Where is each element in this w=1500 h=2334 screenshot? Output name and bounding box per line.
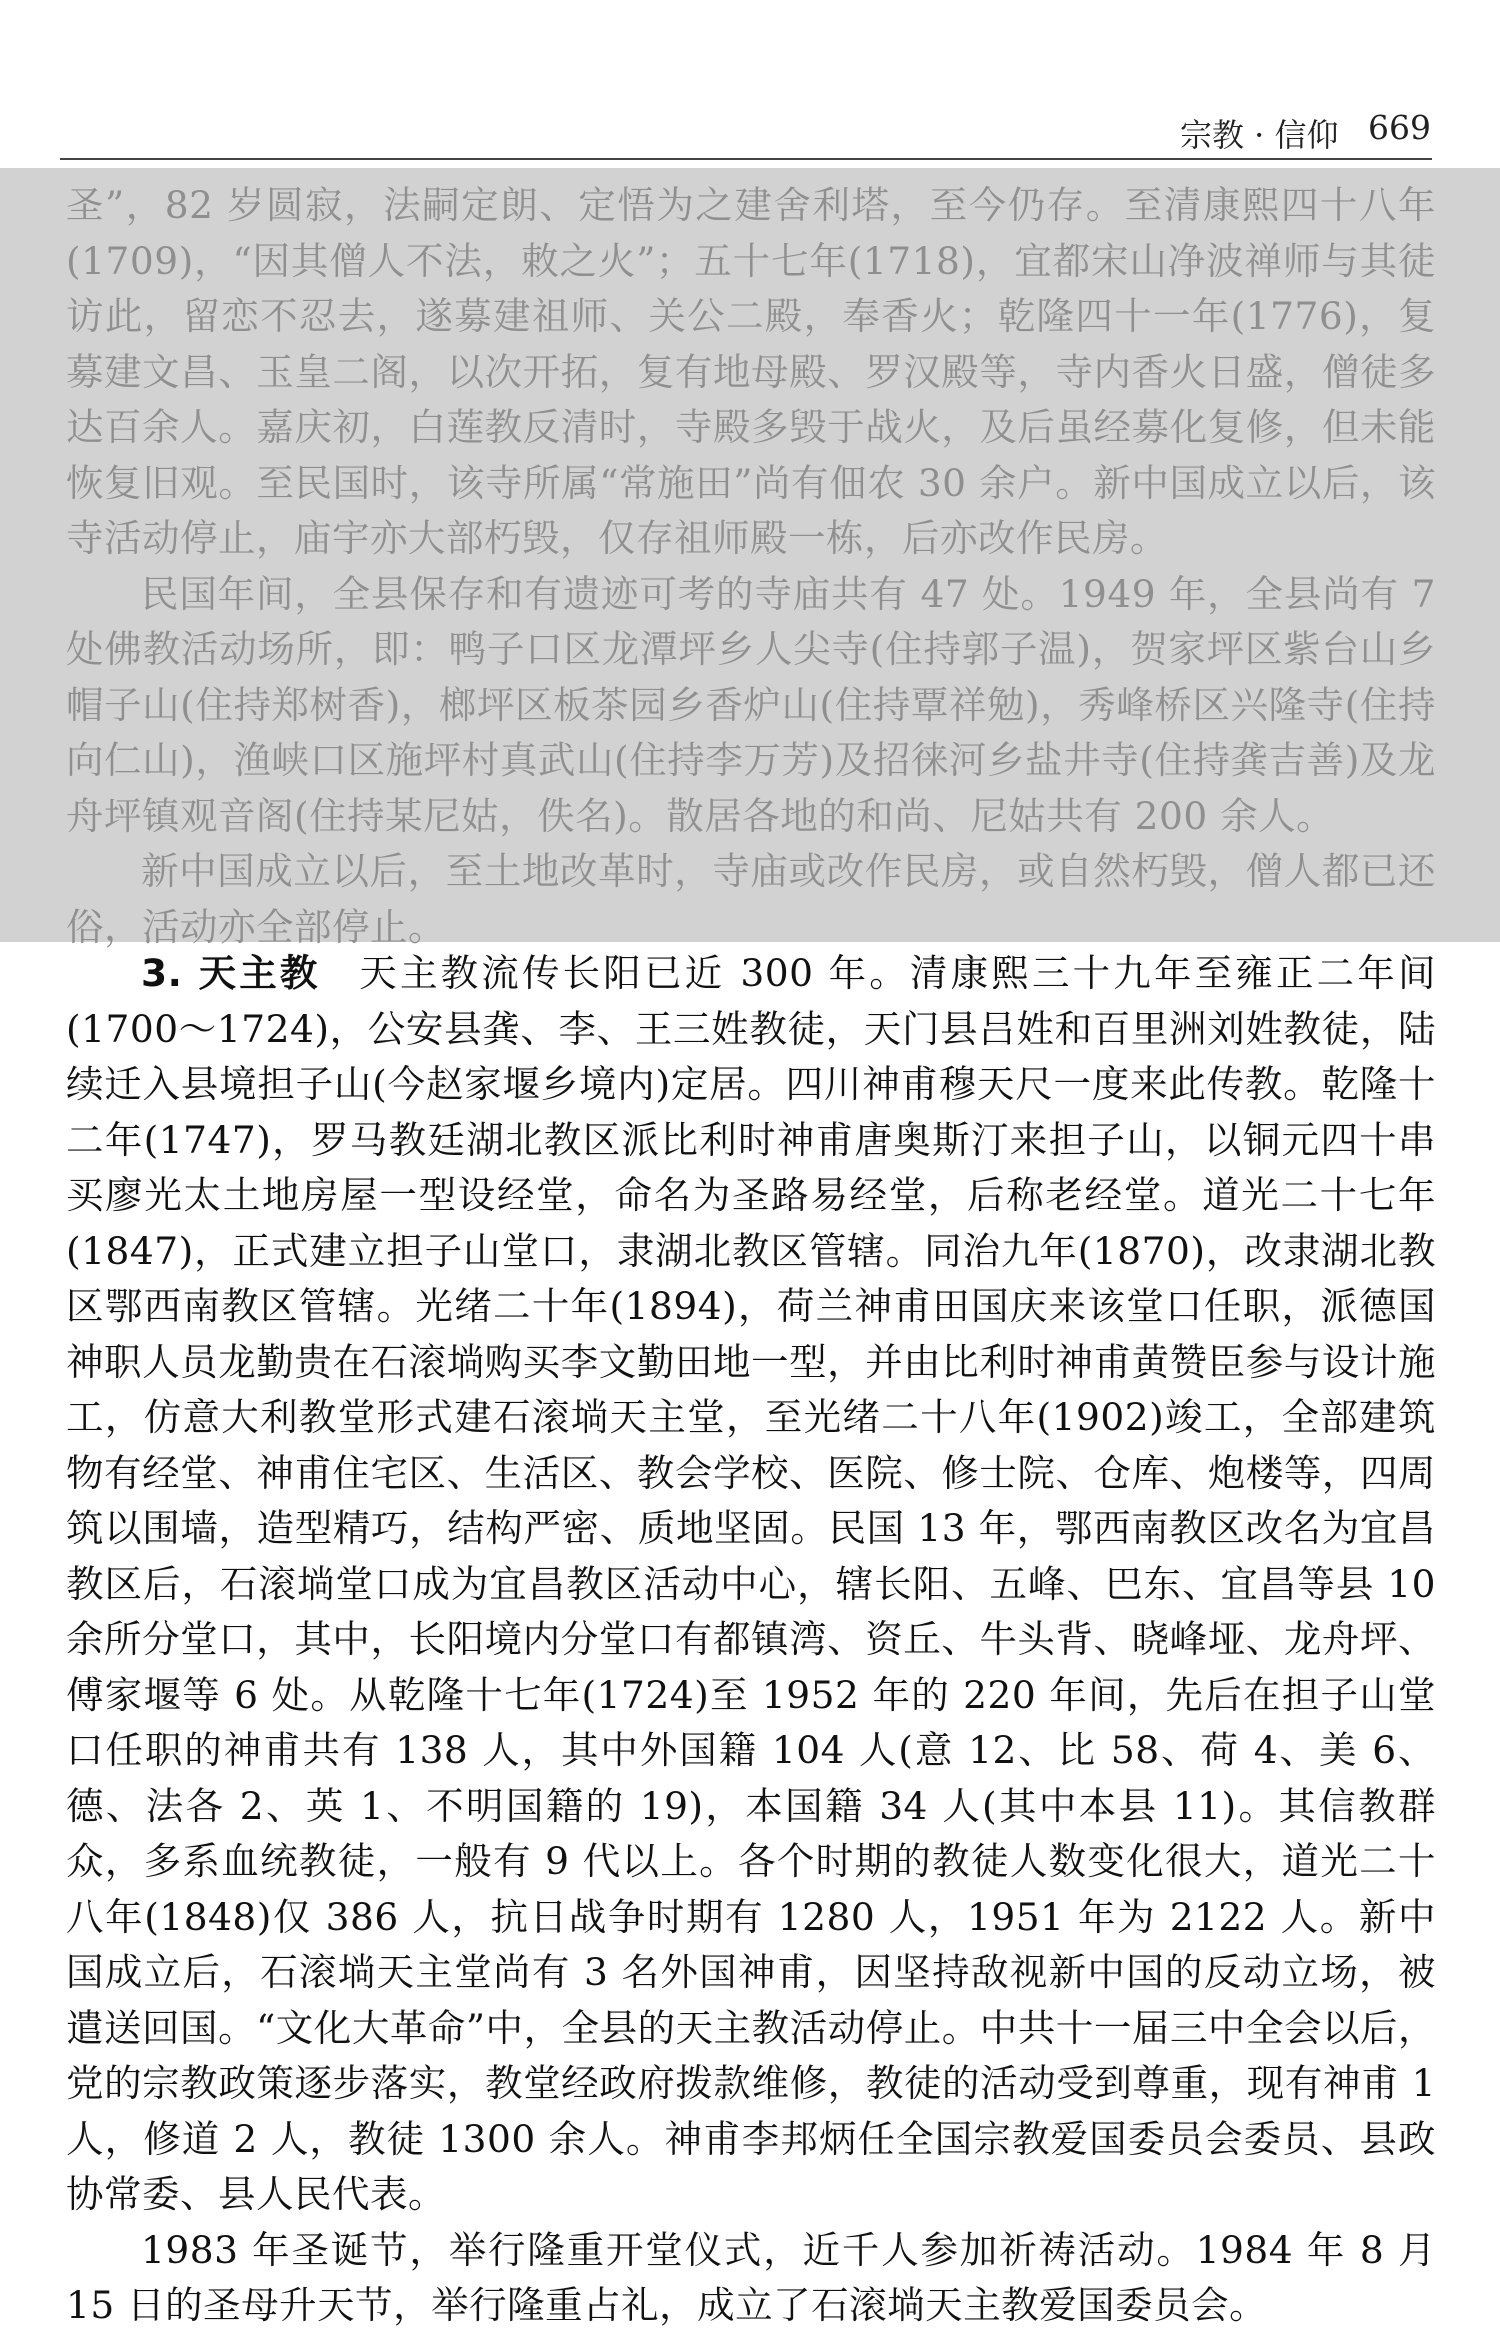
shaded-text-block: [66, 178, 1436, 955]
section-heading: 3. 天主教: [141, 951, 321, 995]
paragraph: 民国年间，全县保存和有遗迹可考的寺庙共有 47 处。1949 年，全县尚有 7 处佛教活动场所，即：鸭子口区龙潭坪乡人尖寺(住持郭子温)，贺家坪区紫台山乡帽子山(住持郑树香)，榔坪区板茶园乡香炉山(住持覃祥勉)，秀峰桥区兴隆寺(住持向仁山)，渔峡口区施坪村真武山(住持李万芳)及招徕河乡盐井寺(住持龚吉善)及龙舟坪镇观音阁(住持某尼姑，佚名)。散居各地的和尚、尼姑共有 200 余人。: [66, 571, 1436, 838]
page-header: [0, 96, 1500, 156]
page-number: 669: [1368, 108, 1431, 147]
header-rule: [60, 158, 1432, 160]
paragraph: 圣”，82 岁圆寂，法嗣定朗、定悟为之建舍利塔，至今仍存。至清康熙四十八年(1709)，“因其僧人不法，敕之火”；五十七年(1718)，宜都宋山净波禅师与其徒访此，留恋不忍去，遂募建祖师、关公二殿，奉香火；乾隆四十一年(1776)，复募建文昌、玉皇二阁，以次开拓，复有地母殿、罗汉殿等，寺内香火日盛，僧徒多达百余人。嘉庆初，白莲教反清时，寺殿多毁于战火，及后虽经募化复修，但未能恢复旧观。至民国时，该寺所属“常施田”尚有佃农 30 余户。新中国成立以后，该寺活动停止，庙宇亦大部朽毁，仅存祖师殿一栋，后亦改作民房。: [66, 183, 1436, 560]
section-text: 天主教流传长阳已近 300 年。清康熙三十九年至雍正二年间(1700～1724)，公安县龚、李、王三姓教徒，天门县吕姓和百里洲刘姓教徒，陆续迁入县境担子山(今赵家堰乡境内)定居。四川神甫穆天尺一度来此传教。乾隆十二年(1747)，罗马教廷湖北教区派比利时神甫唐奥斯汀来担子山，以铜元四十串买廖光太土地房屋一型设经堂，命名为圣路易经堂，后称老经堂。道光二十七年(1847)，正式建立担子山堂口，隶湖北教区管辖。同治九年(1870)，改隶湖北教区鄂西南教区管辖。光绪二十年(1894)，荷兰神甫田国庆来该堂口任职，派德国神职人员龙勤贵在石滚埫购买李文勤田地一型，并由比利时神甫黄赞臣参与设计施工，仿意大利教堂形式建石滚埫天主堂，至光绪二十八年(1902)竣工，全部建筑物有经堂、神甫住宅区、生活区、教会学校、医院、修士院、仓库、炮楼等，四周筑以围墙，造型精巧，结构严密、质地坚固。民国 13 年，鄂西南教区改名为宜昌教区后，石滚埫堂口成为宜昌教区活动中心，辖长阳、五峰、巴东、宜昌等县 10 余所分堂口，其中，长阳境内分堂口有都镇湾、资丘、牛头背、晓峰垭、龙舟坪、傅家堰等 6 处。从乾隆十七年(1724)至 1952 年的 220 年间，先后在担子山堂口任职的神甫共有 138 人，其中外国籍 104 人(意 12、比 58、荷 4、美 6、德、法各 2、英 1、不明国籍的 19)，本国籍 34 人(其中本县 11)。其信教群众，多系血统教徒，一般有 9 代以上。各个时期的教徒人数变化很大，道光二十八年(1848)仅 386 人，抗日战争时期有 1280 人，1951 年为 2122 人。新中国成立后，石滚埫天主堂尚有 3 名外国神甫，因坚持敌视新中国的反动立场，被遣送回国。“文化大革命”中，全县的天主教活动停止。中共十一届三中全会以后，党的宗教政策逐步落实，教堂经政府拨款维修，教徒的活动受到尊重，现有神甫 1 人，修道 2 人，教徒 1300 余人。神甫李邦炳任全国宗教爱国委员会委员、县政协常委、县人民代表。: [66, 951, 1436, 2216]
catholic-section: [66, 946, 1436, 2334]
paragraph: [66, 946, 1436, 2223]
paragraph: 新中国成立以后，至土地改革时，寺庙或改作民房，或自然朽毁，僧人都已还俗，活动亦全部停止。: [66, 849, 1436, 949]
paragraph: 1983 年圣诞节，举行隆重开堂仪式，近千人参加祈祷活动。1984 年 8 月 15 日的圣母升天节，举行隆重占礼，成立了石滚埫天主教爱国委员会。: [66, 2227, 1436, 2327]
shaded-region: [0, 168, 1500, 949]
running-title: 宗教 · 信仰: [1180, 116, 1339, 154]
